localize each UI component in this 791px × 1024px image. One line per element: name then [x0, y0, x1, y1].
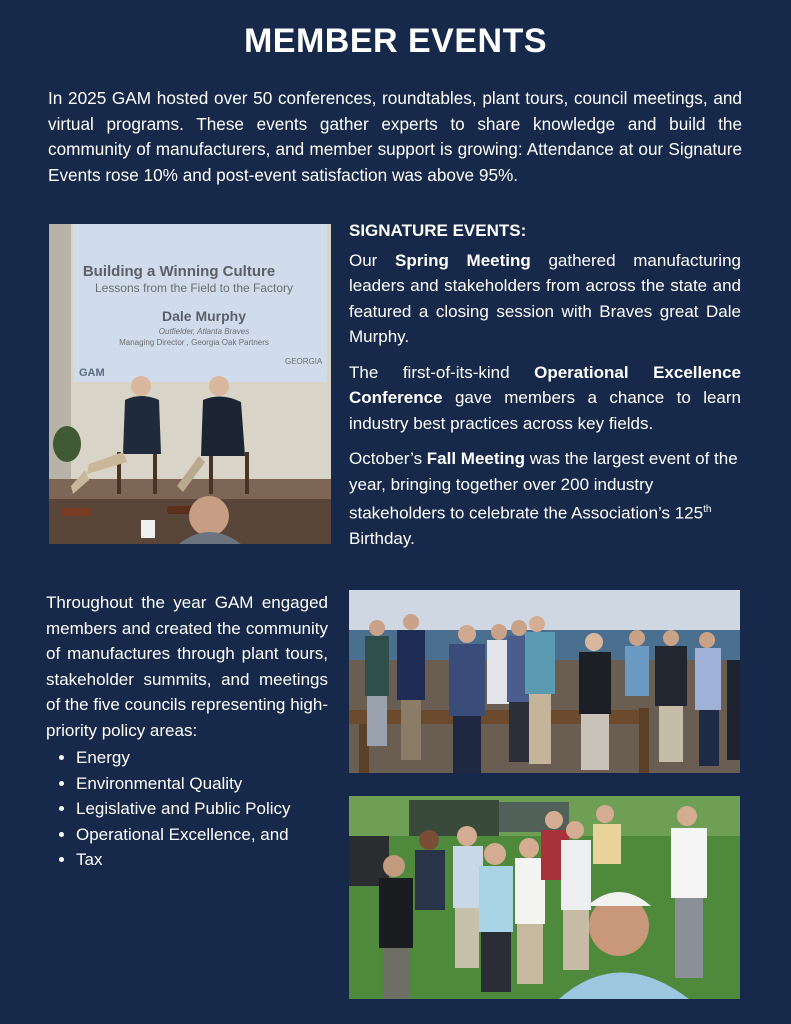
page-title: MEMBER EVENTS	[243, 22, 548, 60]
fall-meeting-paragraph: October’s Fall Meeting was the largest event of the year, bringing together over 200 industry stakeholders to celebrate the Association’s 125th Birthday.	[349, 449, 738, 549]
fall-meeting-networking-photo	[349, 590, 740, 773]
slide-subtitle: Lessons from the Field to the Factory	[94, 281, 294, 295]
spring-meeting-photo	[49, 224, 331, 544]
slide-speaker: Dale Murphy	[161, 308, 247, 324]
list-item: • Energy	[76, 745, 328, 771]
golf-outing-photo	[349, 796, 740, 999]
slide-logo: GAM	[79, 367, 105, 379]
slide-role-2: Managing Director , Georgia Oak Partners	[119, 338, 269, 347]
spring-meeting-paragraph: Our Spring Meeting gathered manufacturing leaders and stakeholders from across the state and featured a closing session with Braves great Dale Murphy.	[349, 250, 741, 346]
list-item: • Environmental Quality	[76, 771, 328, 797]
policy-areas-list	[46, 745, 328, 873]
engagement-section	[46, 590, 328, 873]
engagement-paragraph: Throughout the year GAM engaged members and created the community of manufactures through plant tours, stakeholder summits, and meetings of the five councils representing high-priority policy areas:	[46, 593, 328, 740]
slide-title: Building a Winning Culture	[82, 263, 276, 280]
signature-events-section	[349, 218, 741, 562]
slide-role-1: Outfielder, Atlanta Braves	[158, 327, 250, 336]
list-item: • Operational Excellence, and	[76, 822, 328, 848]
intro-paragraph: In 2025 GAM hosted over 50 conferences, roundtables, plant tours, council meetings, and virtual programs. These events gather experts to share knowledge and build the community of manufacturers, and member support is growing: Attendance at our Signature Events rose 10% and post-event satisfaction was above 95%.	[48, 88, 742, 185]
signature-events-heading: SIGNATURE EVENTS:	[349, 221, 527, 240]
list-item: • Legislative and Public Policy	[76, 796, 328, 822]
opex-conference-paragraph: The first-of-its-kind Operational Excellence Conference gave members a chance to learn industry best practices across key fields.	[349, 362, 741, 433]
list-item: • Tax	[76, 847, 328, 873]
slide-assoc: GEORGIA	[285, 357, 323, 366]
